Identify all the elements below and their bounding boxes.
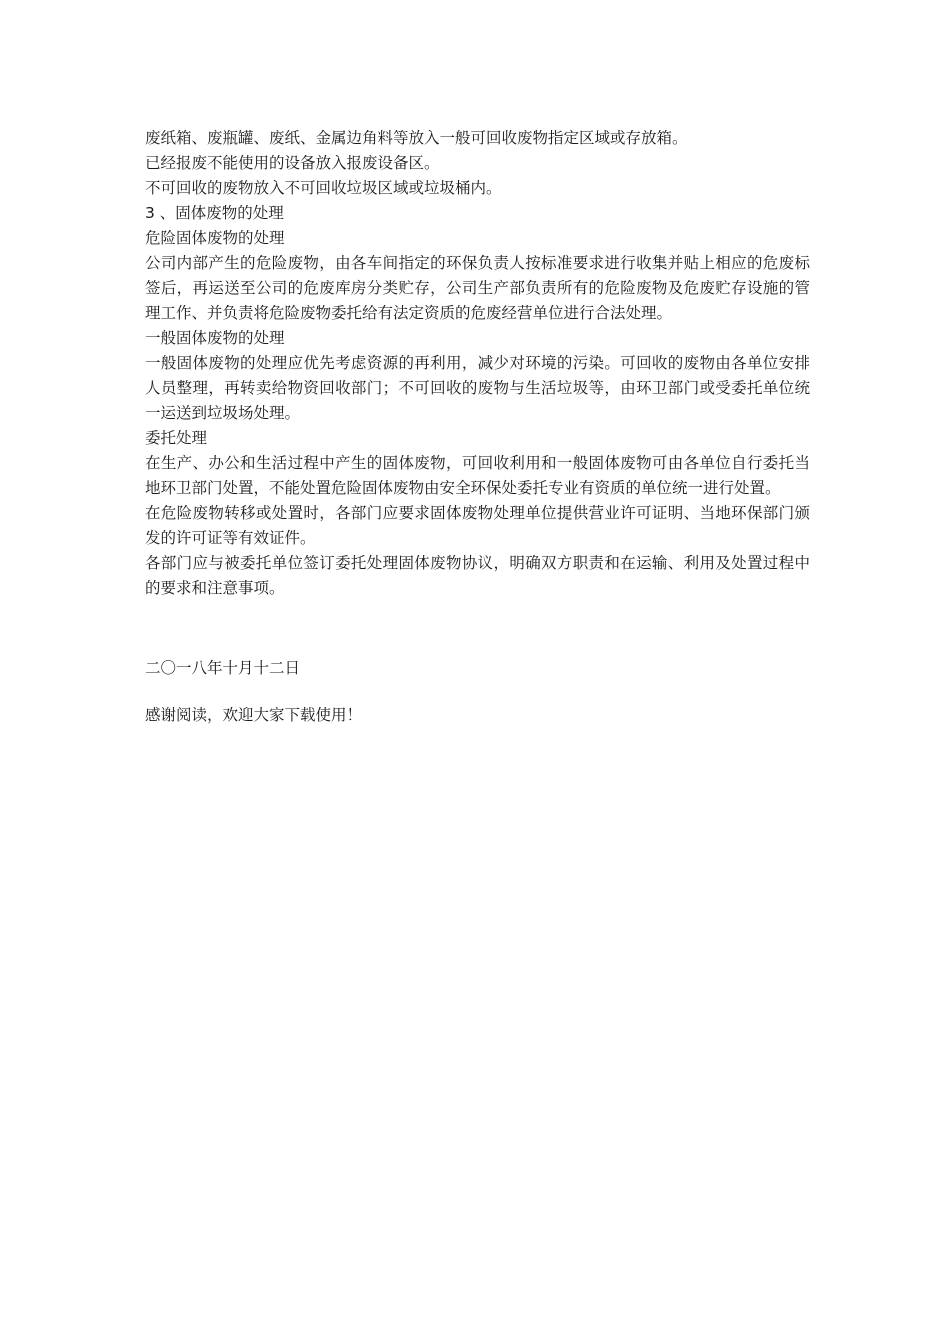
document-body	[145, 126, 810, 744]
entrust-paragraph-3: 各部门应与被委托单位签订委托处理固体废物协议，明确双方职责和在运输、利用及处置过程中的要求和注意事项。	[145, 554, 810, 597]
general-waste-paragraph: 一般固体废物的处理应优先考虑资源的再利用，减少对环境的污染。可回收的废物由各单位安排人员整理，再转卖给物资回收部门；不可回收的废物与生活垃圾等，由环卫部门或受委托单位统一运送到垃圾场处理。	[145, 354, 810, 422]
recyclable-line: 废纸箱、废瓶罐、废纸、金属边角料等放入一般可回收废物指定区域或存放箱。	[145, 129, 688, 147]
entrust-heading: 委托处理	[145, 429, 208, 447]
entrust-paragraph-2: 在危险废物转移或处置时，各部门应要求固体废物处理单位提供营业许可证明、当地环保部门颁发的许可证等有效证件。	[145, 504, 810, 547]
non-recyclable-line: 不可回收的废物放入不可回收垃圾区域或垃圾桶内。	[145, 179, 502, 197]
hazardous-waste-heading: 危险固体废物的处理	[145, 229, 285, 247]
section-3-heading: 3 、固体废物的处理	[145, 204, 284, 222]
document-date: 二〇一八年十月十二日	[145, 659, 301, 677]
scrapped-equipment-line: 已经报废不能使用的设备放入报废设备区。	[145, 154, 440, 172]
entrust-paragraph-1: 在生产、办公和生活过程中产生的固体废物，可回收利用和一般固体废物可由各单位自行委托当地环卫部门处置，不能处置危险固体废物由安全环保处委托专业有资质的单位统一进行处置。	[145, 454, 810, 497]
hazardous-waste-paragraph: 公司内部产生的危险废物，由各车间指定的环保负责人按标准要求进行收集并贴上相应的危废标签后，再运送至公司的危废库房分类贮存，公司生产部负责所有的危险废物及危废贮存设施的管理工作、并负责将危险废物委托给有法定资质的危废经营单位进行合法处理。	[145, 254, 810, 322]
thanks-note: 感谢阅读，欢迎大家下载使用！	[145, 706, 363, 724]
general-waste-heading: 一般固体废物的处理	[145, 329, 285, 347]
